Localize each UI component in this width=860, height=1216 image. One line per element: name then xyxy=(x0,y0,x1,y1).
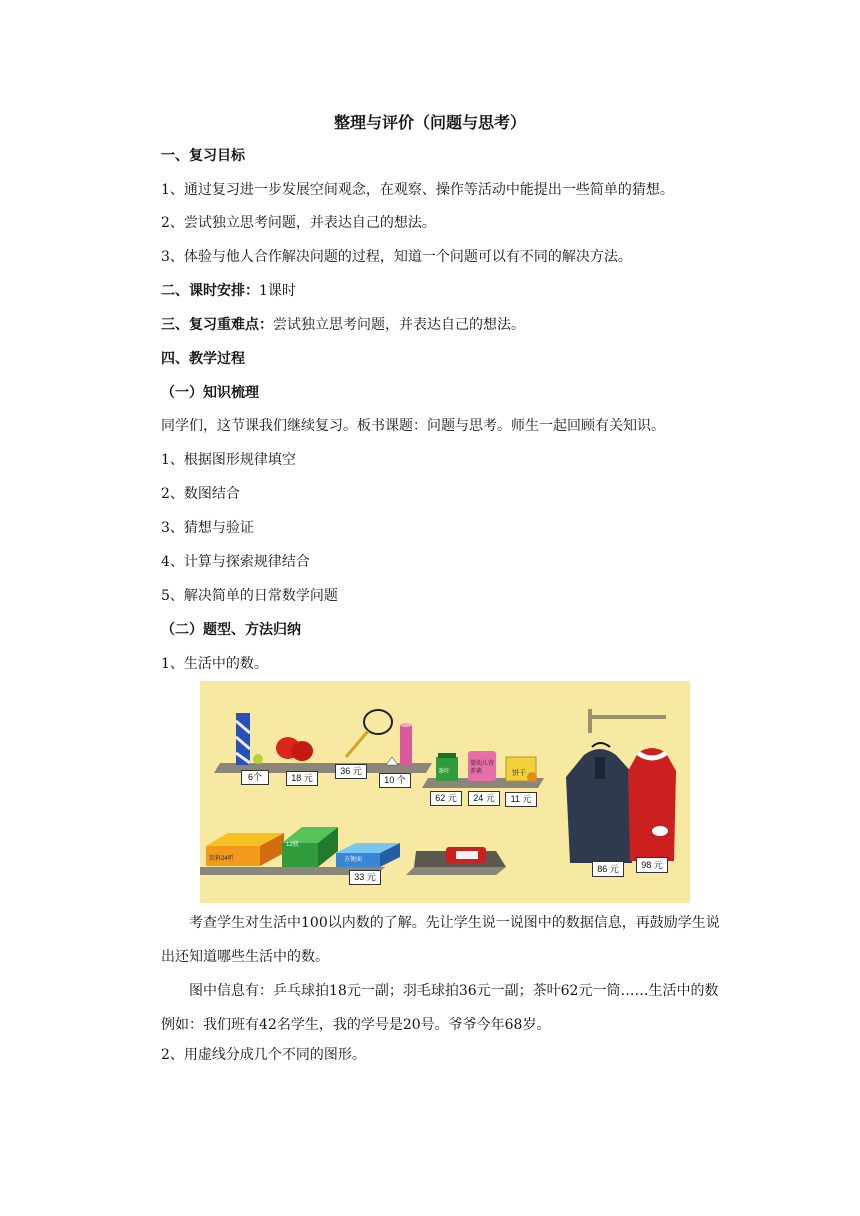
page-title: 整理与评价（问题与思考） xyxy=(333,113,526,132)
pingpong-paddle xyxy=(291,741,313,761)
review-item: 4、计算与探索规律结合 xyxy=(161,554,310,570)
shuttlecock-tube xyxy=(400,725,412,765)
review-item: 2、数图结合 xyxy=(161,486,240,502)
price-tag: 18 元 xyxy=(286,771,318,786)
goal-item: 2、尝试独立思考问题，并表达自己的想法。 xyxy=(161,215,436,231)
price-tag: 98 元 xyxy=(636,857,668,873)
box-label: 婴幼儿营养素 xyxy=(470,761,495,775)
box-label: 方便面 xyxy=(344,857,363,863)
box-label: 饮料24听 xyxy=(209,856,234,862)
price-tag: 6个 xyxy=(241,770,269,785)
section-heading-goals: 一、复习目标 xyxy=(161,148,245,164)
schedule-text: 1课时 xyxy=(259,283,296,299)
price-tag: 11 元 xyxy=(505,792,537,807)
subsection-heading-review: （一）知识梳理 xyxy=(161,385,259,401)
price-tag: 24 元 xyxy=(468,791,500,806)
price-tag: 62 元 xyxy=(430,791,462,806)
box-label: 饼干 xyxy=(512,770,526,777)
key-points-line xyxy=(161,315,525,335)
review-intro: 同学们，这节课我们继续复习。板书课题：问题与思考。师生一起回顾有关知识。 xyxy=(161,418,665,434)
shelf xyxy=(406,867,506,875)
info-paragraph: 图中信息有：乒乓球拍18元一副；羽毛球拍36元一副；茶叶62元一筒……生活中的数例如：我们班有42名学生，我的学号是20号。爷爷今年68岁。 xyxy=(161,983,719,1033)
explanation-paragraph: 考查学生对生活中100以内数的了解。先让学生说一说图中的数据信息，再鼓励学生说出还知道哪些生活中的数。 xyxy=(161,915,720,965)
price-tag: 86 元 xyxy=(592,861,624,877)
question-2: 2、用虚线分成几个不同的图形。 xyxy=(161,1047,366,1063)
price-tag: 33 元 xyxy=(349,870,381,885)
schedule-line xyxy=(161,281,296,301)
red-coat xyxy=(628,748,676,861)
price-tag: 10 个 xyxy=(379,773,411,788)
tennis-ball xyxy=(253,754,263,764)
box-label: 12瓶 xyxy=(286,842,299,848)
review-item: 3、猜想与验证 xyxy=(161,520,254,536)
key-points-label: 三、复习重难点： xyxy=(161,317,273,333)
schedule-label: 二、课时安排： xyxy=(161,283,259,299)
review-item: 1、根据图形规律填空 xyxy=(161,452,296,468)
key-points-text: 尝试独立思考问题，并表达自己的想法。 xyxy=(273,317,525,333)
goal-item: 1、通过复习进一步发展空间观念，在观察、操作等活动中能提出一些简单的猜想。 xyxy=(161,182,674,198)
price-tag: 36 元 xyxy=(335,764,367,779)
box-label: 茶叶 xyxy=(438,769,451,775)
goal-item: 3、体验与他人合作解决问题的过程，知道一个问题可以有不同的解决方法。 xyxy=(161,249,632,265)
subsection-heading-methods: （二）题型、方法归纳 xyxy=(161,622,301,638)
review-item: 5、解决简单的日常数学问题 xyxy=(161,588,338,604)
section-heading-process: 四、教学过程 xyxy=(161,351,245,367)
question-1: 1、生活中的数。 xyxy=(161,656,268,672)
